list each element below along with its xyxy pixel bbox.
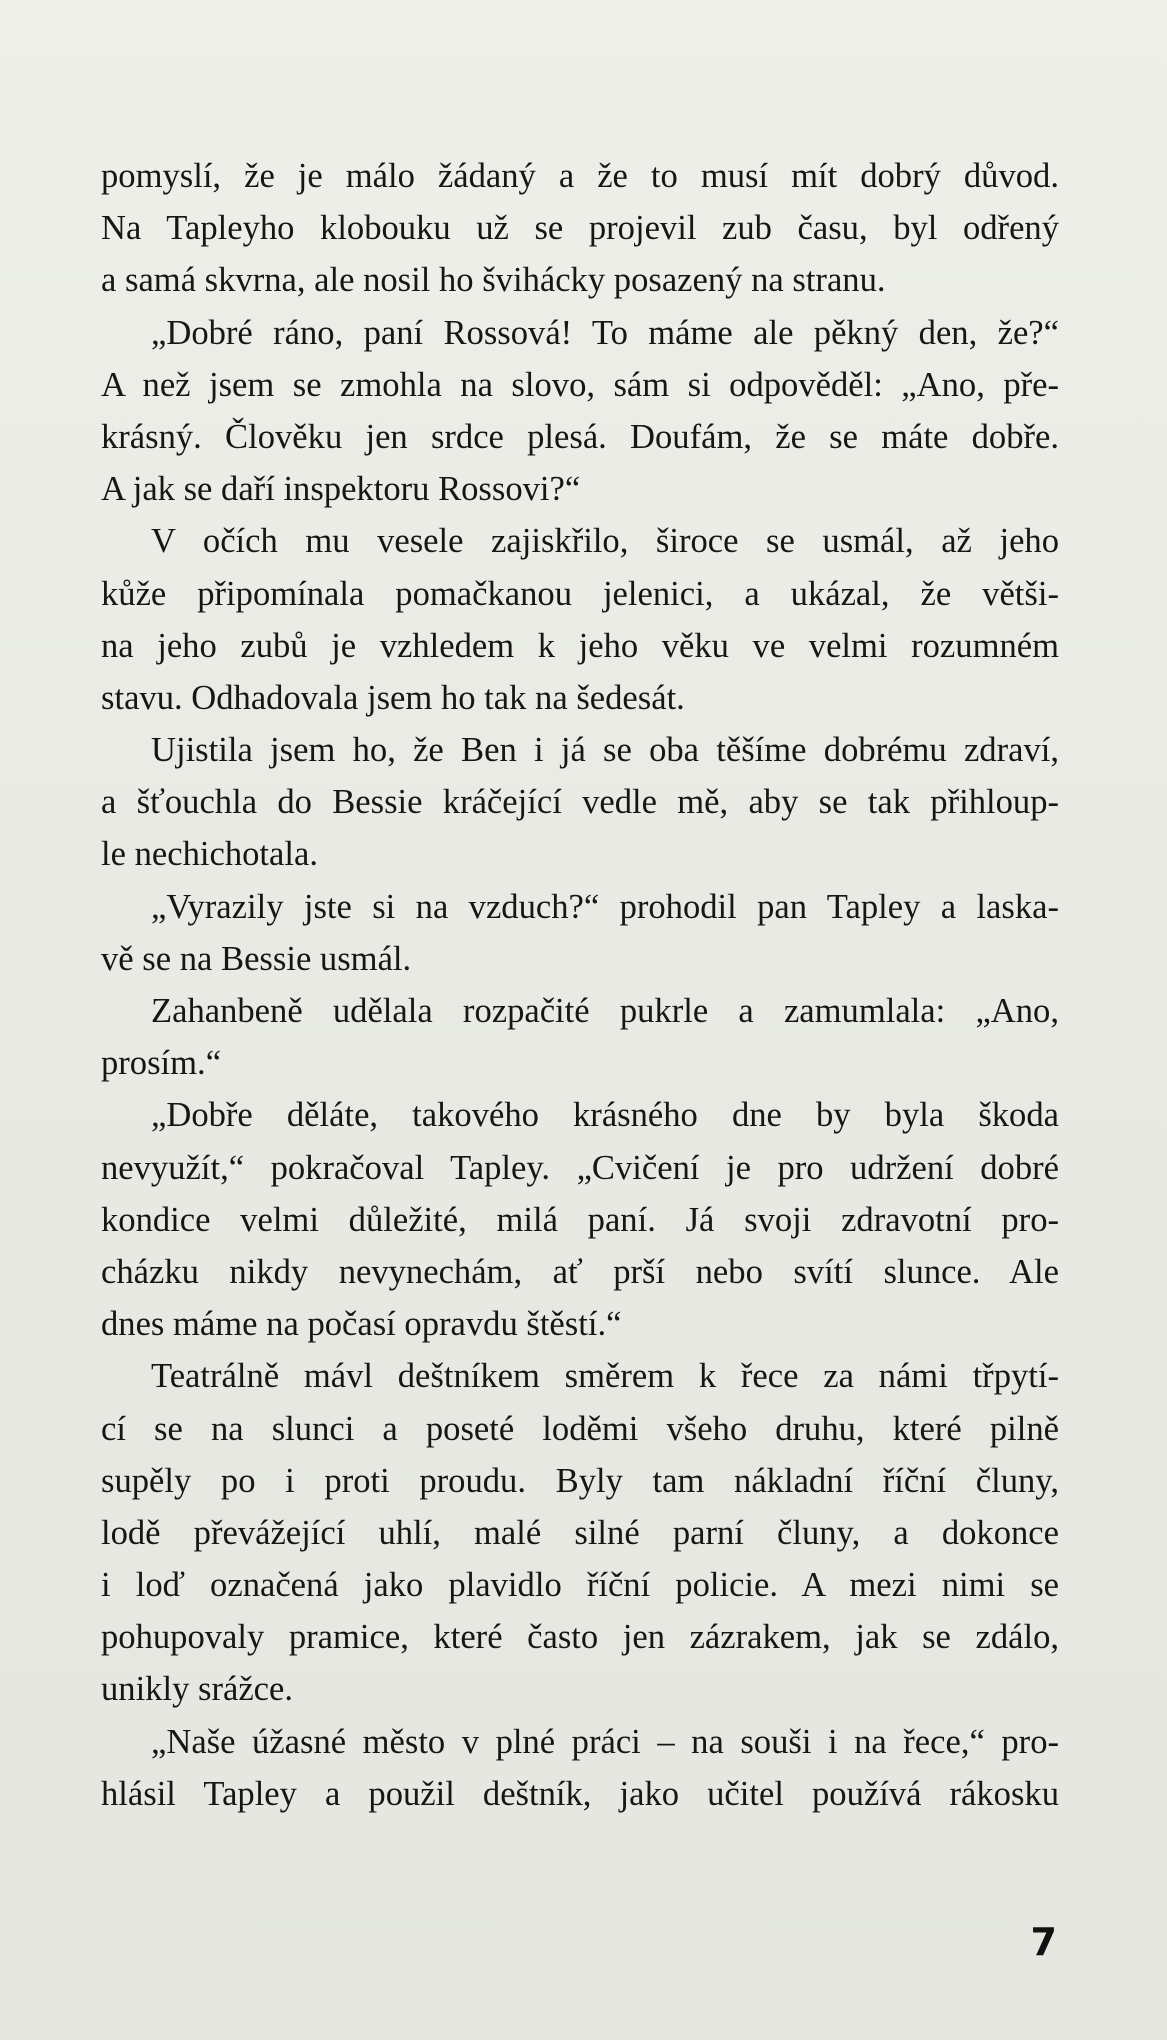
text-line: hlásil Tapley a použil deštník, jako učitel používá rákosku [101, 1774, 1059, 1813]
text-line: a šťouchla do Bessie kráčející vedle mě, aby se tak přihloup- [101, 783, 1059, 822]
text-line: „Dobře děláte, takového krásného dne by byla škoda [151, 1096, 1059, 1135]
text-line: nevyužít,“ pokračoval Tapley. „Cvičení je pro udržení dobré [101, 1148, 1059, 1187]
text-line: pomyslí, že je málo žádaný a že to musí mít dobrý důvod. [101, 157, 1059, 195]
text-line: na jeho zubů je vzhledem k jeho věku ve velmi rozumném [101, 626, 1059, 665]
text-line: a samá skvrna, ale nosil ho švihácky posazený na stranu. [101, 261, 886, 300]
text-line: pohupovaly pramice, které často jen zázrakem, jak se zdálo, [101, 1618, 1059, 1657]
body-text [101, 150, 1059, 1820]
text-line: cí se na slunci a poseté loděmi všeho druhu, které pilně [101, 1409, 1059, 1448]
page-number: 7 [1030, 1920, 1057, 1964]
text-line: i loď označená jako plavidlo říční policie. A mezi nimi se [101, 1566, 1059, 1605]
text-line: unikly srážce. [101, 1670, 294, 1709]
text-line: A než jsem se zmohla na slovo, sám si odpověděl: „Ano, pře- [101, 365, 1059, 404]
text-line: vě se na Bessie usmál. [101, 939, 412, 978]
text-line: prosím.“ [101, 1044, 222, 1083]
text-line: supěly po i proti proudu. Byly tam nákladní říční čluny, [101, 1461, 1059, 1500]
text-line: Na Tapleyho klobouku už se projevil zub času, byl odřený [101, 209, 1059, 248]
text-line: kondice velmi důležité, milá paní. Já svoji zdravotní pro- [101, 1200, 1059, 1239]
text-line: Ujistila jsem ho, že Ben i já se oba těšíme dobrému zdraví, [151, 731, 1059, 770]
text-line: A jak se daří inspektoru Rossovi?“ [101, 470, 581, 509]
text-line: krásný. Člověku jen srdce plesá. Doufám, že se máte dobře. [101, 417, 1059, 456]
text-line: „Naše úžasné město v plné práci – na souši i na řece,“ pro- [151, 1722, 1059, 1761]
text-line: le nechichotala. [101, 835, 318, 874]
text-line: cházku nikdy nevynechám, ať prší nebo svítí slunce. Ale [101, 1252, 1059, 1291]
text-line: lodě převážející uhlí, malé silné parní čluny, a dokonce [101, 1513, 1059, 1552]
text-line: Teatrálně mávl deštníkem směrem k řece za námi třpytí- [151, 1357, 1059, 1396]
text-line: V očích mu vesele zajiskřilo, široce se usmál, až jeho [151, 522, 1059, 561]
text-line: „Dobré ráno, paní Rossová! To máme ale pěkný den, že?“ [151, 313, 1059, 352]
text-line: „Vyrazily jste si na vzduch?“ prohodil pan Tapley a laska- [151, 887, 1059, 926]
text-line: Zahanbeně udělala rozpačité pukrle a zamumlala: „Ano, [151, 992, 1059, 1030]
text-line: stavu. Odhadovala jsem ho tak na šedesát. [101, 678, 685, 717]
text-line: kůže připomínala pomačkanou jelenici, a ukázal, že větši- [101, 574, 1059, 613]
text-line: dnes máme na počasí opravdu štěstí.“ [101, 1305, 622, 1344]
